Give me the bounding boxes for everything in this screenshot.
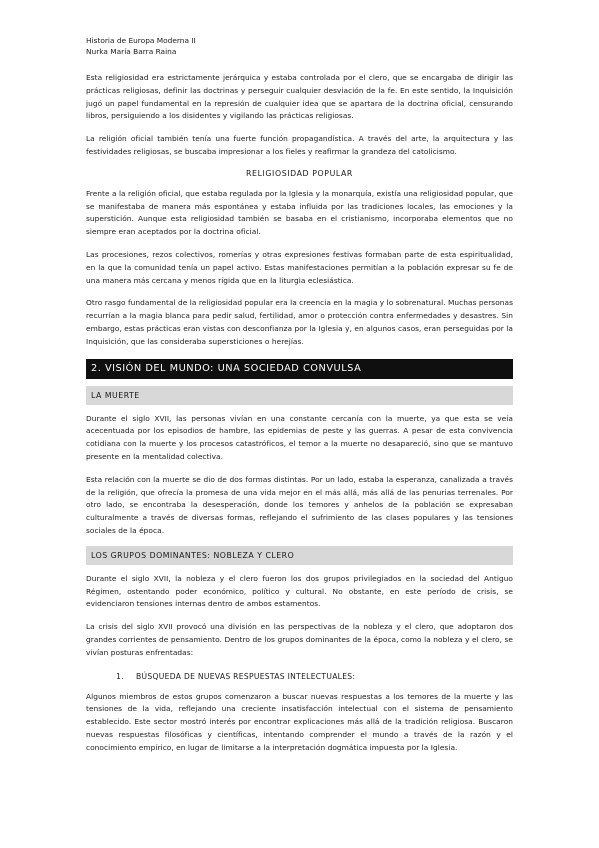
intro-paragraph-2: La religión oficial también tenía una fuerte función propagandística. A través del arte, la arquitectura y las festividades religiosas, se buscaba impresionar a los fieles y reafirmar la grandeza del catolicismo. bbox=[86, 134, 513, 156]
intro-paragraph-1: Esta religiosidad era estrictamente jerárquica y estaba controlada por el clero, que se encargaba de dirigir las prácticas religiosas, definir las doctrinas y perseguir cualquier desviación de la fe. En este sentido, la Inquisición jugó un papel fundamental en la represión de cualquier idea que se apartara de la doctrina oficial, censurando libros, persiguiendo a los disidentes y vigilando las prácticas religiosas. bbox=[86, 73, 513, 121]
popular-paragraph-1: Frente a la religión oficial, que estaba regulada por la Iglesia y la monarquía, existía una religiosidad popular, que se manifestaba de manera más espontánea y estaba influida por las tradiciones locales, las emociones y la superstición. Aunque esta religiosidad también se basaba en el cristianismo, incorporaba elementos que no siempre eran aceptados por la doctrina oficial. bbox=[86, 188, 513, 237]
grupos-paragraph-2: La crisis del siglo XVII provocó una división en las perspectivas de la nobleza y el clero, que adoptaron dos grandes corrientes de pensamiento. Dentro de los grupos dominantes de la época, como la nobleza y el clero, se vivían posturas enfrentadas: bbox=[86, 622, 513, 657]
grupos-final-paragraph: Algunos miembros de estos grupos comenzaron a buscar nuevas respuestas a los temores de la muerte y las tensiones de la vida, reflejando una creciente insatisfacción intelectual con el sistema de pensamiento establecido. Este sector mostró interés por encontrar explicaciones más allá de la tradición religiosa. Buscaron nuevas respuestas filosóficas y científicas, intentando comprender el mundo a través de la razón y el conocimiento empírico, en lugar de limitarse a la interpretación dogmática impuesta por la Iglesia. bbox=[86, 691, 513, 752]
popular-paragraph-3: Otro rasgo fundamental de la religiosidad popular era la creencia en la magia y lo sobrenatural. Muchas personas recurrían a la magia blanca para pedir salud, fertilidad, amor o protección contra enfermedades y desastres. Sin embargo, estas prácticas eran vistas con desconfianza por la Iglesia y, en algunos casos, eran perseguidas por la Inquisición, que las consideraba supersticiones o herejías. bbox=[86, 298, 513, 346]
popular-section-title: RELIGIOSIDAD POPULAR bbox=[246, 168, 353, 178]
muerte-paragraph-1: Durante el siglo XVII, las personas vivían en una constante cercanía con la muerte, ya que esta se veía acecentuada por los episodios de hambre, las epidemias de peste y las guerras. A pesar de esta convivencia cotidiana con la muerte y los procesos catastróficos, el temor a la muerte no desapareció, sino que se mantuvo presente en la mentalidad colectiva. bbox=[86, 413, 513, 461]
author-name: Nurka María Barra Raina bbox=[86, 47, 177, 56]
muerte-heading: LA MUERTE bbox=[86, 386, 513, 405]
course-name: Historia de Europa Moderna II bbox=[86, 36, 196, 45]
popular-paragraph-2: Las procesiones, rezos colectivos, romerías y otras expresiones festivas formaban parte de esta espiritualidad, en la que la comunidad tenía un papel activo. Estas manifestaciones permitían a la población expresar su fe de una manera más cercana y menos rígida que en la liturgia eclesiástica. bbox=[86, 249, 513, 285]
section-2-heading: 2. VISIÓN DEL MUNDO: UNA SOCIEDAD CONVULSA bbox=[86, 359, 513, 379]
page-header bbox=[86, 35, 513, 57]
list-item-number: 1. bbox=[116, 671, 124, 681]
grupos-paragraph-1: Durante el siglo XVII, la nobleza y el clero fueron los dos grupos privilegiados en la sociedad del Antiguo Régimen, ostentando poder económico, político y cultural. No obstante, en este período de crisis, se evidenciaron tensiones internas dentro de ambos estamentos. bbox=[86, 573, 513, 609]
list-item-label: BÚSQUEDA DE NUEVAS RESPUESTAS INTELECTUALES: bbox=[136, 671, 356, 681]
muerte-paragraph-2: Esta relación con la muerte se dio de dos formas distintas. Por un lado, estaba la esperanza, canalizada a través de la religión, que ofrecía la promesa de una vida mejor en el más allá, más allá de las penurias terrenales. Por otro lado, se encontraba la desesperación, donde los temores y anhelos de la población se expresaban culturalmente a través de diversas formas, reflejando el sufrimiento de las clases populares y las tensiones sociales de la época. bbox=[86, 474, 513, 535]
grupos-heading: LOS GRUPOS DOMINANTES: NOBLEZA Y CLERO bbox=[86, 546, 513, 565]
numbered-list-item bbox=[116, 672, 513, 681]
